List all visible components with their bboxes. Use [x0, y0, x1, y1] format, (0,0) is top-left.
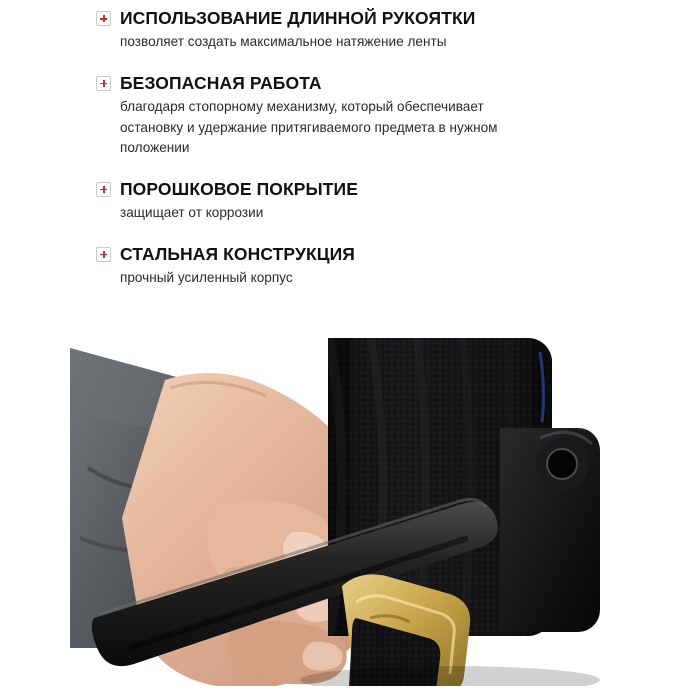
product-photo	[70, 318, 630, 686]
plus-icon	[96, 11, 111, 26]
feature-item-1	[96, 8, 656, 53]
plus-icon	[96, 247, 111, 262]
feature-item-4	[96, 244, 656, 289]
feature-text-2	[120, 73, 656, 159]
feature-title-4: СТАЛЬНАЯ КОНСТРУКЦИЯ	[120, 243, 355, 264]
feature-description-1: позволяет создать максимальное натяжение ленты	[120, 34, 447, 50]
feature-description-3: защищает от коррозии	[120, 205, 264, 220]
product-photo-illustration	[70, 318, 630, 686]
feature-description-4: прочный усиленный корпус	[120, 269, 293, 285]
feature-text-3	[120, 179, 656, 224]
feature-text-4	[120, 244, 656, 289]
feature-description-2: благодаря стопорному механизму, который обеспечивает остановку и удержание притягиваемого предмета в нужном положении	[120, 98, 498, 156]
feature-title-2: БЕЗОПАСНАЯ РАБОТА	[120, 72, 322, 93]
feature-title-3: ПОРОШКОВОЕ ПОКРЫТИЕ	[120, 178, 358, 199]
plus-icon	[96, 76, 111, 91]
plus-icon	[96, 182, 111, 197]
feature-title-1: ИСПОЛЬЗОВАНИЕ ДЛИННОЙ РУКОЯТКИ	[120, 8, 476, 28]
feature-item-3	[96, 179, 656, 224]
feature-list	[96, 8, 656, 288]
feature-item-2	[96, 73, 656, 159]
feature-text-1	[120, 8, 656, 53]
